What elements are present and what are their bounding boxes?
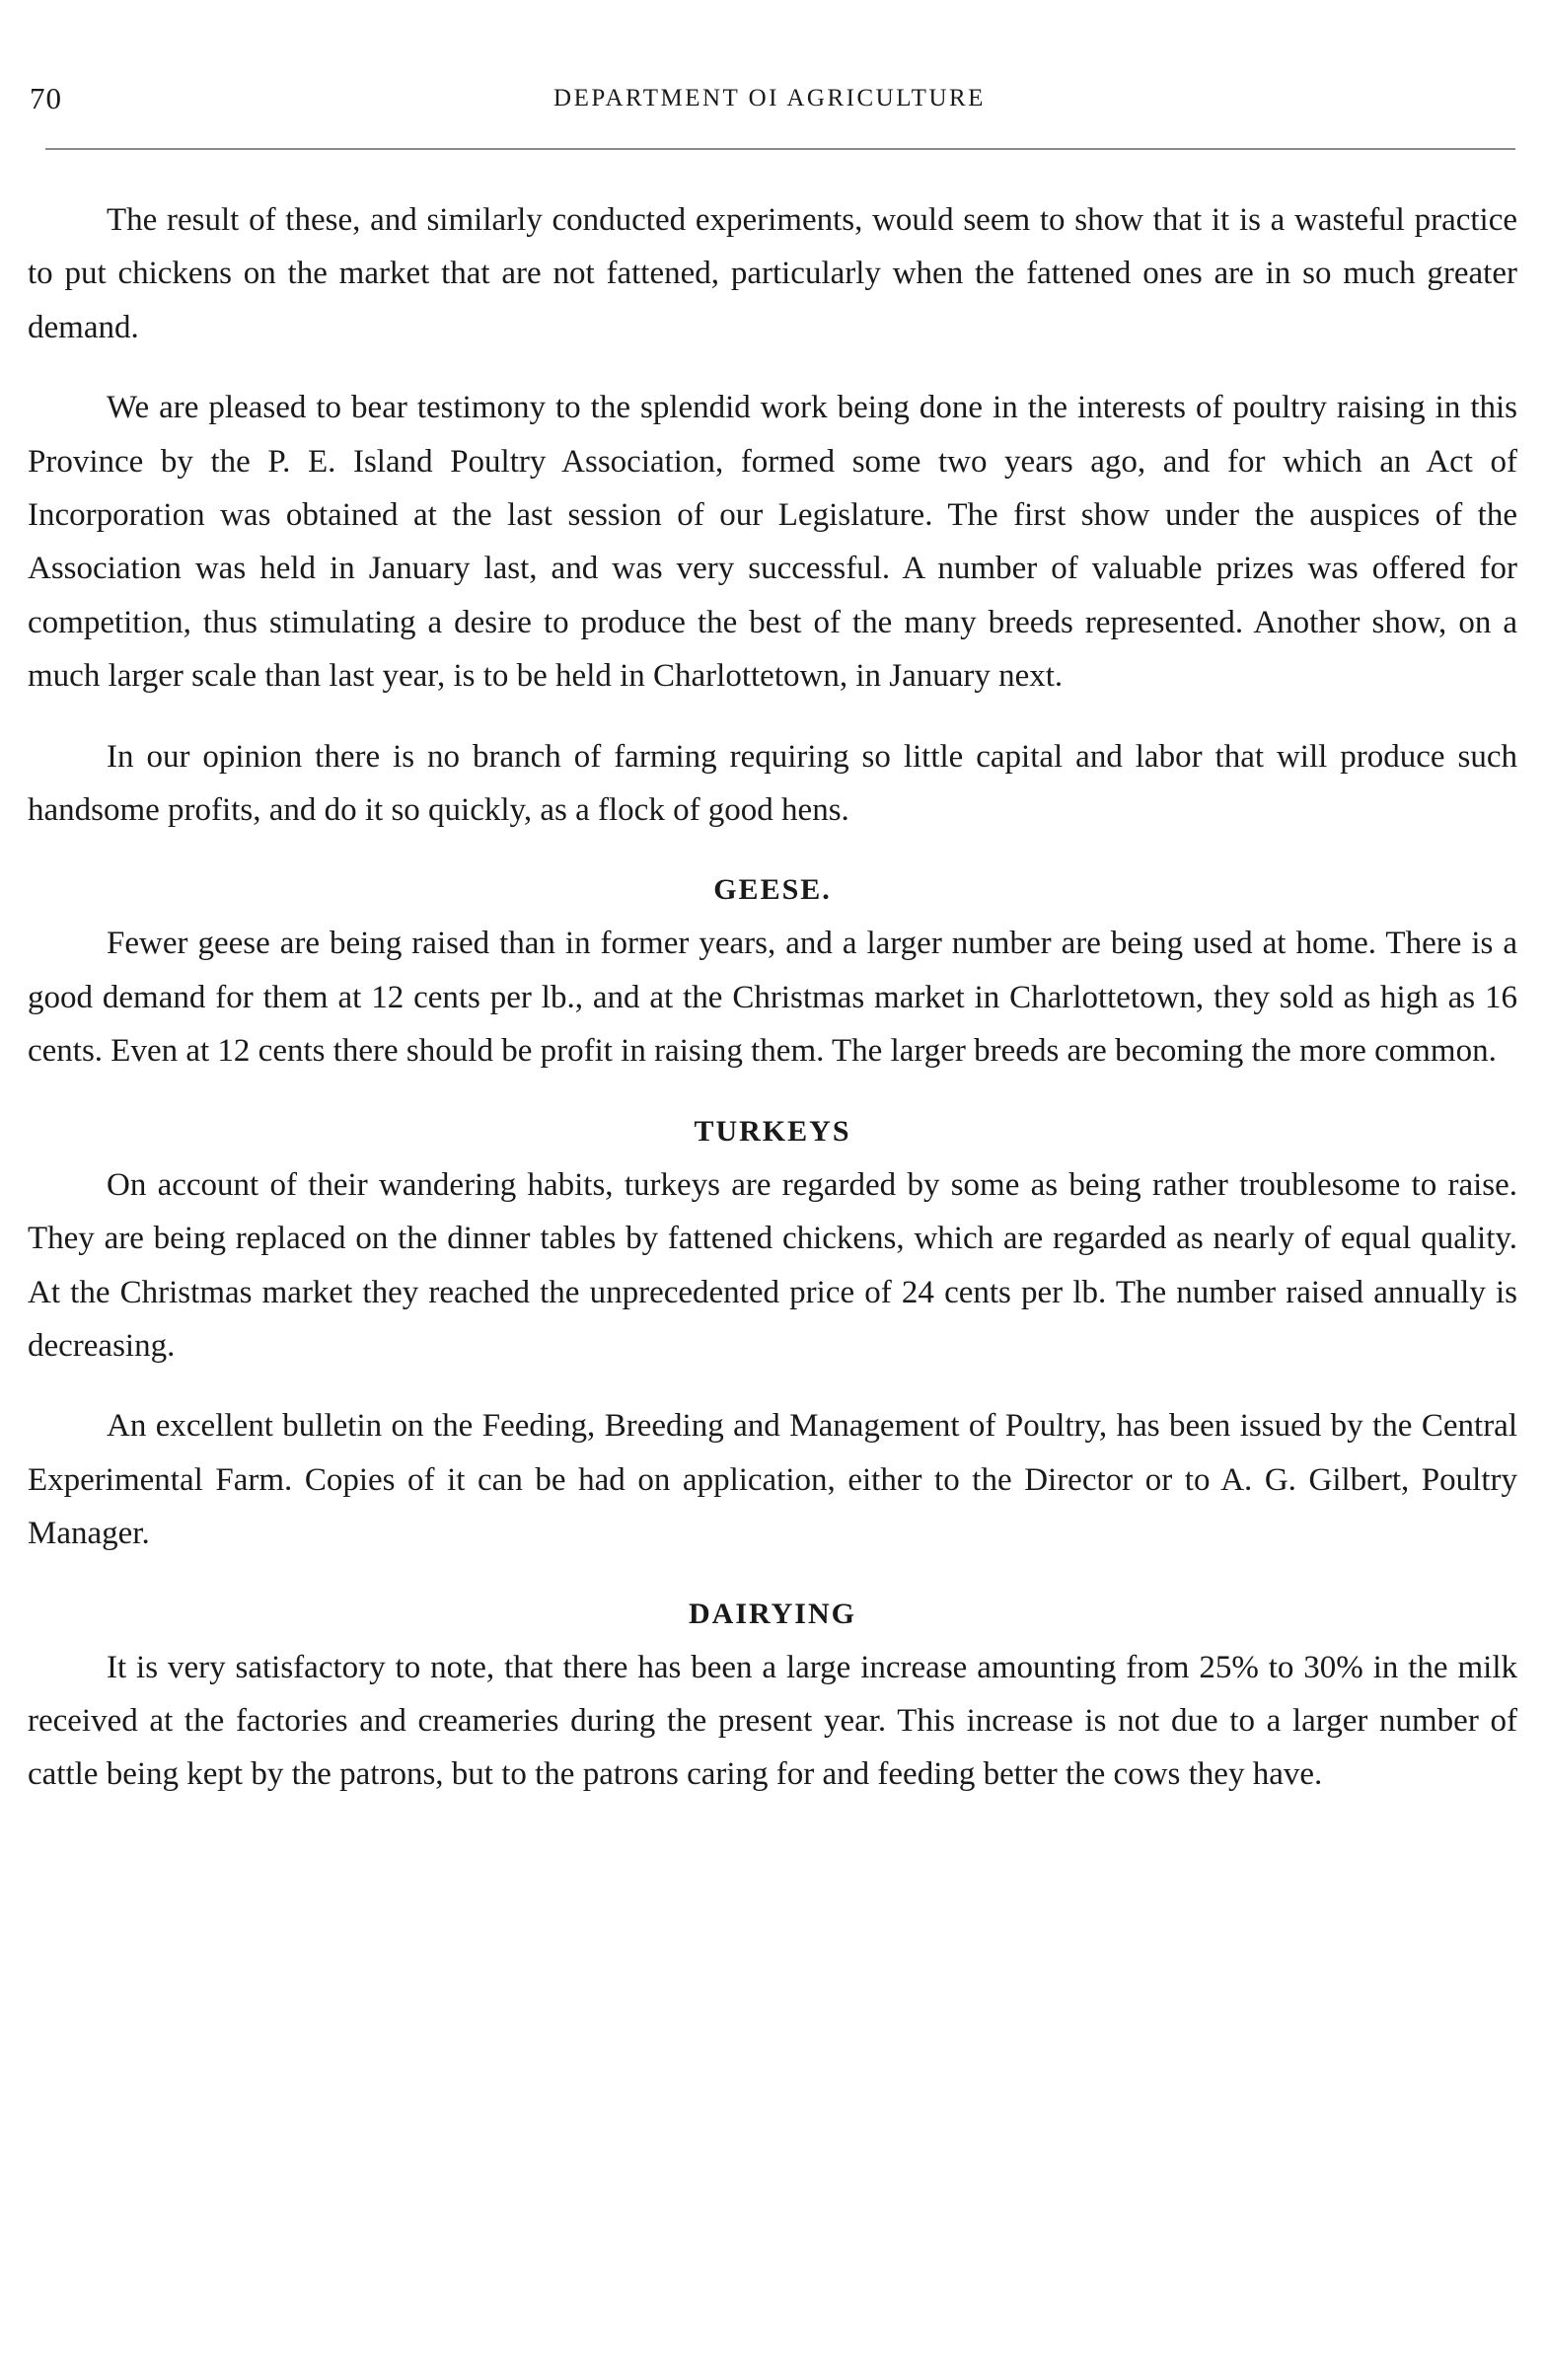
- paragraph-fattening-result: The result of these, and similarly conducted experiments, would seem to show that it is a wasteful practice to put chickens on the market that are not fattened, particularly when the fattened ones are in so much greater demand.: [28, 202, 1517, 345]
- paragraph-turkeys: On account of their wandering habits, turkeys are regarded by some as being rather troublesome to raise. They are being replaced on the dinner tables by fattened chickens, which are regarded as nearly of equal quality. At the Christmas market they reached the unprecedented price of 24 cents per lb. The number raised annually is decreasing.: [28, 1166, 1517, 1364]
- page-number: 70: [30, 81, 62, 115]
- header-rule: [45, 148, 1515, 150]
- running-header: [30, 81, 1509, 120]
- section-heading-geese: GEESE.: [713, 873, 832, 907]
- section-heading-dairying: DAIRYING: [689, 1597, 856, 1630]
- paragraph-geese: Fewer geese are being raised than in former years, and a larger number are being used at home. There is a good demand for them at 12 cents per lb., and at the Christmas market in Charlottetown, they sold as high as 16 cents. Even at 12 cents there should be profit in raising them. The larger breeds are becoming the more common.: [28, 926, 1517, 1070]
- header-title: DEPARTMENT OI AGRICULTURE: [553, 85, 986, 112]
- page-body: [28, 193, 1517, 1828]
- paragraph-flock-of-hens: In our opinion there is no branch of farming requiring so little capital and labor that will produce such handsome profits, and do it so quickly, as a flock of good hens.: [28, 738, 1517, 829]
- paragraph-bulletin: An excellent bulletin on the Feeding, Breeding and Management of Poultry, has been issued by the Central Experimental Farm. Copies of it can be had on application, either to the Director or to A. G. Gilbert, Poultry Manager.: [28, 1408, 1517, 1552]
- paragraph-dairying: It is very satisfactory to note, that there has been a large increase amounting from 25% to 30% in the milk received at the factories and creameries during the present year. This increase is not due to a larger number of cattle being kept by the patrons, but to the patrons caring for and feeding better the cows they have.: [28, 1649, 1517, 1793]
- paragraph-poultry-association: We are pleased to bear testimony to the splendid work being done in the interests of poultry raising in this Province by the P. E. Island Poultry Association, formed some two years ago, and for which an Act of Incorporation was obtained at the last session of our Legislature. The first show under the auspices of the Association was held in January last, and was very successful. A number of valuable prizes was offered for competition, thus stimulating a desire to produce the best of the many breeds represented. Another show, on a much larger scale than last year, is to be held in Charlottetown, in January next.: [28, 390, 1517, 695]
- section-heading-turkeys: TURKEYS: [694, 1114, 851, 1148]
